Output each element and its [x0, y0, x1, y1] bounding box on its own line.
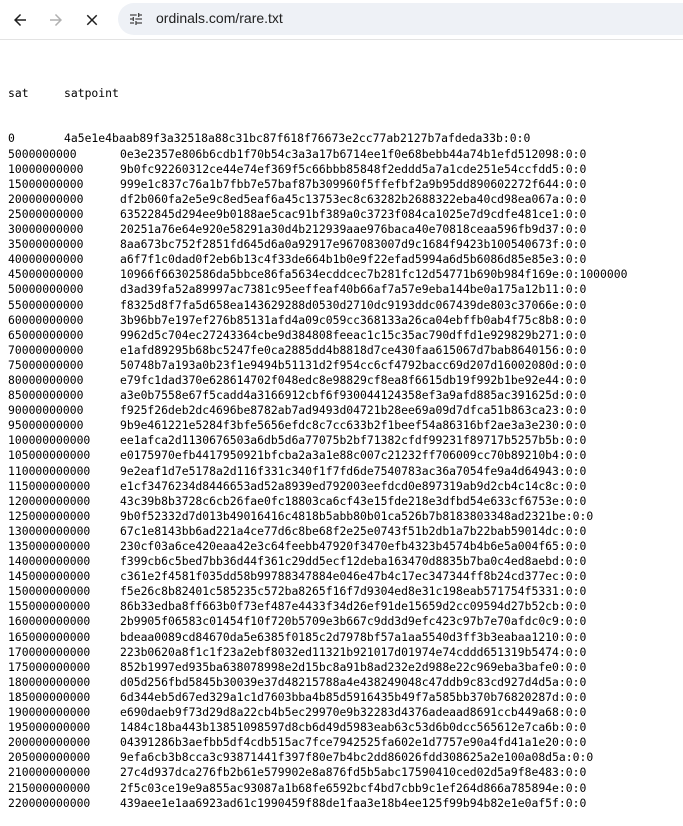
table-row	[8, 403, 683, 418]
sat-cell: 160000000000	[8, 614, 91, 629]
arrow-left-icon	[11, 11, 29, 29]
sat-cell: 0	[8, 131, 15, 146]
sat-cell: 155000000000	[8, 599, 91, 614]
forward-button[interactable]	[42, 6, 70, 34]
satpoint-cell: d3ad39fa52a89997ac7381c95eeffeaf40b66af7a57e9eba144be0a175a12b11:0:0	[120, 282, 587, 297]
table-row	[8, 298, 683, 313]
satpoint-cell: 20251a76e64e920e58291a30d4b212939aae976baca40e70818ceaa596fb9d37:0:0	[120, 222, 587, 237]
satpoint-cell: 43c39b8b3728c6cb26fae0fc18803ca6cf43e15fde218e3dfbd54e633cf6753e:0:0	[120, 493, 587, 508]
satpoint-cell: f925f26deb2dc4696be8782ab7ad9493d04721b28ee69a09d7dfca51b863ca23:0:0	[120, 403, 587, 418]
sat-cell: 70000000000	[8, 342, 84, 357]
table-row	[8, 735, 683, 750]
browser-toolbar	[0, 0, 683, 40]
table-row	[8, 177, 683, 192]
table-row	[8, 162, 683, 177]
sat-cell: 145000000000	[8, 569, 91, 584]
satpoint-cell: e0175970efb4417950921bfcba2a3a1e88c007c21232ff706009cc70b89210b4:0:0	[120, 448, 587, 463]
satpoint-cell: c361e2f4581f035dd58b99788347884e046e47b4c17ec347344ff8b24cd377ec:0:0	[120, 569, 587, 584]
satpoint-cell: 10966f66302586da5bbce86fa5634ecddcec7b281fc12d54771b690b984f169e:0:1000000	[120, 267, 628, 282]
table-row	[8, 343, 683, 358]
text-document	[8, 56, 683, 826]
sat-cell: 195000000000	[8, 720, 91, 735]
address-bar[interactable]	[118, 3, 683, 35]
satpoint-cell: 9efa6cb3b8cca3c93871441f397f80e7b4bc2dd86026fdd308625a2e100a08d5a:0:0	[120, 750, 594, 765]
sat-cell: 85000000000	[8, 388, 84, 403]
sat-cell: 100000000000	[8, 433, 91, 448]
table-row	[8, 720, 683, 735]
sat-cell: 185000000000	[8, 689, 91, 704]
sat-cell: 115000000000	[8, 478, 91, 493]
table-row	[8, 509, 683, 524]
table-row	[8, 690, 683, 705]
satpoint-cell: e1cf3476234d8446653ad52a8939ed792003eefdcd0e897319ab9d2cb4c14c8c:0:0	[120, 478, 587, 493]
sat-cell: 210000000000	[8, 765, 91, 780]
sat-cell: 110000000000	[8, 463, 91, 478]
satpoint-cell: df2b060fa2e5e9c8ed5eaf6a45c13753ec8c63282b2688322eba40cd98ea067a:0:0	[120, 191, 587, 206]
table-row	[8, 569, 683, 584]
stop-loading-button[interactable]	[78, 6, 106, 34]
sat-cell: 200000000000	[8, 735, 91, 750]
sat-cell: 10000000000	[8, 161, 84, 176]
satpoint-cell: 2f5c03ce19e9a855ac93087a1b68fe6592bcf4bd7cbb9c1ef264d866a785894e:0:0	[120, 780, 587, 795]
sat-cell: 180000000000	[8, 674, 91, 689]
sat-cell: 215000000000	[8, 780, 91, 795]
table-row	[8, 328, 683, 343]
satpoint-cell: 9962d5c704ec27243364cbe9d384808feeac1c15c35ac790dffd1e929829b271:0:0	[120, 327, 587, 342]
table-row	[8, 358, 683, 373]
sat-cell: 65000000000	[8, 327, 84, 342]
satpoint-cell: d05d256fbd5845b30039e37d48215788a4e438249048c47ddb9c83cd927d4d5a:0:0	[120, 674, 587, 689]
satpoint-cell: 999e1c837c76a1b7fbb7e57baf87b309960f5ffefbf2a9b95dd890602272f644:0:0	[120, 176, 587, 191]
sat-cell: 135000000000	[8, 539, 91, 553]
sat-cell: 30000000000	[8, 222, 84, 237]
sat-cell: 130000000000	[8, 523, 91, 538]
table-row	[8, 796, 683, 811]
satpoint-cell: 67c1e8143bb6ad221a4ce77d6c8be68f2e25e0743f51b2db1a7b22bab59014dc:0:0	[120, 523, 587, 538]
table-row	[8, 237, 683, 252]
satpoint-cell: 3b96bb7e197ef276b85131afd4a09c059cc368133a26ca04ebffb0ab4f75c8b8:0:0	[120, 312, 587, 327]
back-button[interactable]	[6, 6, 34, 34]
table-row	[8, 252, 683, 267]
table-row	[8, 660, 683, 675]
rows-container	[8, 131, 683, 810]
table-row	[8, 645, 683, 660]
satpoint-cell: 27c4d937dca276fb2b61e579902e8a876fd5b5abc17590410ced02d5a9f8e483:0:0	[120, 765, 587, 780]
sat-cell: 190000000000	[8, 705, 91, 720]
sat-cell: 35000000000	[8, 237, 84, 252]
table-row	[8, 539, 683, 554]
satpoint-cell: e1afd89295b68bc5247fe0ca2885dd4b8818d7ce430faa615067d7bab8640156:0:0	[120, 342, 587, 357]
table-row	[8, 614, 683, 629]
table-row	[8, 448, 683, 463]
table-row	[8, 584, 683, 599]
arrow-right-icon	[47, 11, 65, 29]
table-row	[8, 373, 683, 388]
table-row	[8, 207, 683, 222]
sat-cell: 120000000000	[8, 493, 91, 508]
satpoint-cell: 230cf03a6ce420eaa42e3c64feebb47920f3470efb4323b4574b4b6e5a004f65:0:0	[120, 539, 587, 553]
sat-cell: 25000000000	[8, 206, 84, 221]
sat-cell: 5000000000	[8, 146, 77, 161]
satpoint-cell: 4a5e1e4baab89f3a32518a88c31bc87f618f76673e2cc77ab2127b7afdeda33b:0:0	[64, 131, 531, 146]
satpoint-cell: bdeaa0089cd84670da5e6385f0185c2d7978bf57a1aa5540d3ff3b3eabaa1210:0:0	[120, 629, 587, 644]
table-row	[8, 313, 683, 328]
sat-cell: 95000000000	[8, 418, 84, 433]
table-row	[8, 781, 683, 796]
sat-cell: 80000000000	[8, 372, 84, 387]
url-text: ordinals.com/rare.txt	[156, 10, 283, 26]
satpoint-cell: f399cb6c5bed7bb36d44f361c29dd5ecf12deba163470d8835b7ba0c4ed8aebd:0:0	[120, 554, 587, 569]
sat-cell: 55000000000	[8, 297, 84, 312]
sat-cell: 75000000000	[8, 357, 84, 372]
satpoint-cell: 0e3e2357e806b6cdb1f70b54c3a3a17b6714ee1f0e68bebb44a74b1efd512098:0:0	[120, 146, 587, 161]
satpoint-cell: a6f7f1c0dad0f2eb6b13c4f33de664b1b0e9f22efad5994a6d5b6086d85e85e3:0:0	[120, 252, 587, 267]
table-row	[8, 192, 683, 207]
satpoint-cell: a3e0b7558e67f5cadd4a3166912cbf6f930044124358ef3a9afd885ac391625d:0:0	[120, 388, 587, 403]
sat-cell: 50000000000	[8, 282, 84, 297]
table-row	[8, 222, 683, 237]
table-row	[8, 147, 683, 162]
sat-cell: 15000000000	[8, 176, 84, 191]
satpoint-cell: f5e26c8b82401c585235c572ba8265f16f7d9304ed8e31c198eab571754f5331:0:0	[120, 584, 587, 599]
sat-cell: 90000000000	[8, 403, 84, 418]
satpoint-cell: e79fc1dad370e628614702f048edc8e98829cf8ea8f6615db19f992b1be92e44:0:0	[120, 372, 587, 387]
satpoint-cell: 86b33edba8ff663b0f73ef487e4433f34d26ef91de15659d2cc09594d27b52cb:0:0	[120, 599, 587, 614]
sat-cell: 165000000000	[8, 629, 91, 644]
table-row	[8, 388, 683, 403]
satpoint-cell: 9b0f52332d7d013b49016416c4818b5abb80b01ca526b7b8183803348ad2321be:0:0	[120, 508, 594, 523]
sat-cell: 20000000000	[8, 191, 84, 206]
satpoint-cell: 852b1997ed935ba638078998e2d15bc8a91b8ad232e2d988e22c969eba3bafe0:0:0	[120, 659, 587, 674]
satpoint-cell: 50748b7a193a0b23f1e9494b51131d2f954cc6cf4792bacc69d207d16002080d:0:0	[120, 357, 587, 372]
table-row	[8, 433, 683, 448]
table-row	[8, 630, 683, 645]
table-row	[8, 675, 683, 690]
table-row	[8, 750, 683, 765]
satpoint-cell: 223b0620a8f1c1f23a2ebf8032ed11321b921017d01974e74cddd651319b5474:0:0	[120, 644, 587, 659]
satpoint-cell: 2b9905f06583c01454f10f720b5709e3b667c9dd3d9efc423c97b7e70afdc0c9:0:0	[120, 614, 587, 629]
sat-cell: 60000000000	[8, 312, 84, 327]
sat-cell: 45000000000	[8, 267, 84, 282]
sat-cell: 220000000000	[8, 795, 91, 810]
sat-cell: 125000000000	[8, 508, 91, 523]
header-sat: sat	[8, 86, 29, 101]
satpoint-cell: 63522845d294ee9b0188ae5cac91bf389a0c3723f084ca1025e7d9cdfe481ce1:0:0	[120, 206, 587, 221]
sat-cell: 205000000000	[8, 750, 91, 765]
table-row	[8, 494, 683, 509]
table-row	[8, 267, 683, 282]
table-row	[8, 282, 683, 297]
satpoint-cell: 9b9e461221e5284f3bfe5656efdc8c7cc633b2f1beef54a86316bf2ae3a3e230:0:0	[120, 418, 587, 433]
satpoint-cell: f8325d8f7fa5d658ea143629288d0530d2710dc9193ddc067439de803c37066e:0:0	[120, 297, 587, 312]
close-icon	[83, 11, 101, 29]
satpoint-cell: 04391286b3aefbb5df4cdb515ac7fce7942525fa602e1d7757e90a4fd41a1e20:0:0	[120, 735, 587, 750]
satpoint-cell: 1484c18ba443b13851098597d8cb6d49d5983eab63c53d6b0dcc565612e7ca6b:0:0	[120, 720, 587, 735]
tune-icon[interactable]	[128, 11, 144, 27]
table-row	[8, 131, 683, 146]
table-row	[8, 705, 683, 720]
table-row	[8, 464, 683, 479]
sat-cell: 105000000000	[8, 448, 91, 463]
sat-cell: 40000000000	[8, 252, 84, 267]
table-row	[8, 765, 683, 780]
table-row	[8, 479, 683, 494]
table-row	[8, 524, 683, 539]
satpoint-cell: 9e2eaf1d7e5178a2d116f331c340f1f7fd6de7540783ac36a7054fe9a4d64943:0:0	[120, 463, 587, 478]
table-row	[8, 554, 683, 569]
satpoint-cell: 9b0fc92260312ce44e74ef369f5c66bbb85848f2eddd5a7a1cde251e54ccfdd5:0:0	[120, 161, 587, 176]
sat-cell: 170000000000	[8, 644, 91, 659]
sat-cell: 175000000000	[8, 659, 91, 674]
sat-cell: 140000000000	[8, 554, 91, 569]
header-row	[8, 86, 683, 101]
header-satpoint: satpoint	[64, 86, 119, 101]
sat-cell: 150000000000	[8, 584, 91, 599]
table-row	[8, 418, 683, 433]
satpoint-cell: e690daeb9f73d29d8a22cb4b5ec29970e9b32283d4376adeaad8691ccb449a68:0:0	[120, 705, 587, 720]
satpoint-cell: 439aee1e1aa6923ad61c1990459f88de1faa3e18b4ee125f99b94b82e1e0af5f:0:0	[120, 795, 587, 810]
satpoint-cell: ee1afca2d1130676503a6db5d6a77075b2bf71382cfdf99231f89717b5257b5b:0:0	[120, 433, 587, 448]
table-row	[8, 599, 683, 614]
satpoint-cell: 6d344eb5d67ed329a1c1d7603bba4b85d5916435b49f7a585bb370b76820287d:0:0	[120, 689, 587, 704]
satpoint-cell: 8aa673bc752f2851fd645d6a0a92917e967083007d9c1684f9423b100540673f:0:0	[120, 237, 587, 252]
